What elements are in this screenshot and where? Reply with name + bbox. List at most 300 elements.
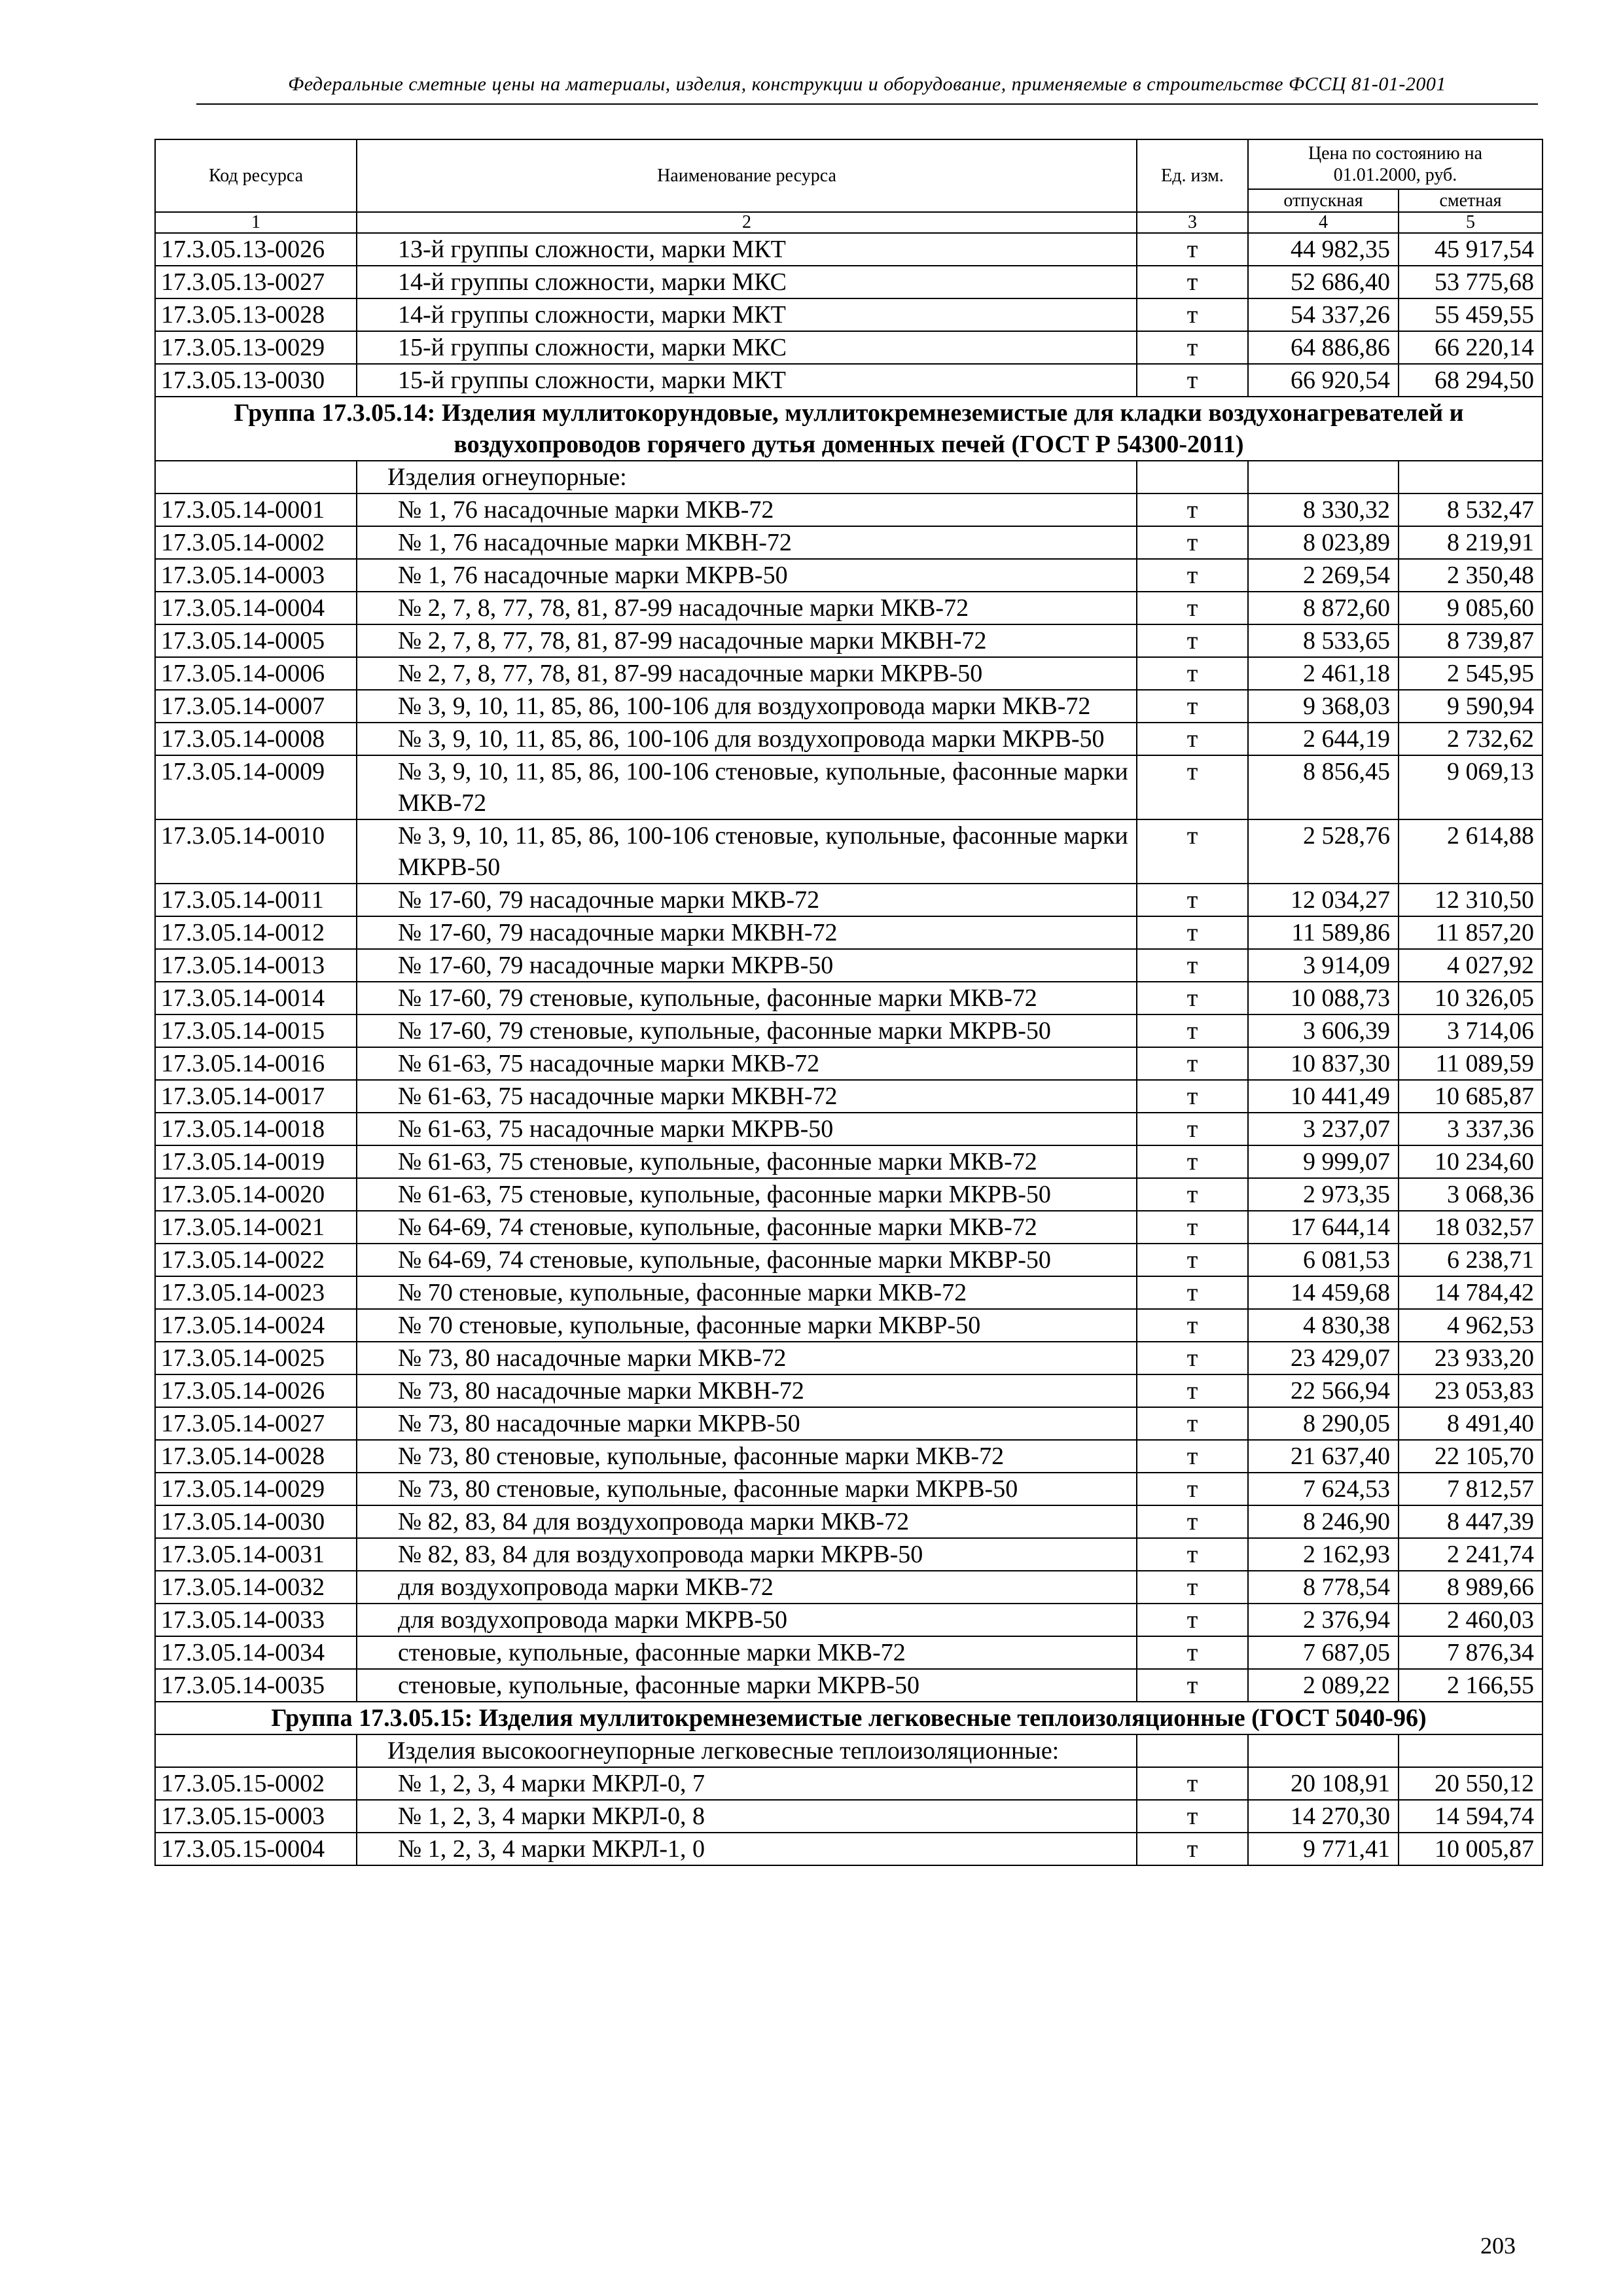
unit: т — [1137, 1276, 1248, 1309]
table-row — [155, 1604, 1543, 1636]
resource-name-cell — [357, 1047, 1137, 1080]
release-price: 2 376,94 — [1248, 1604, 1399, 1636]
table-row — [155, 949, 1543, 982]
table-row — [155, 819, 1543, 884]
resource-name-cell — [357, 364, 1137, 397]
resource-name: 14-й группы сложности, марки МКС — [398, 268, 787, 296]
unit: т — [1137, 1800, 1248, 1833]
release-price: 52 686,40 — [1248, 266, 1399, 298]
unit: т — [1137, 819, 1248, 884]
estimate-price: 8 491,40 — [1399, 1407, 1543, 1440]
release-price: 8 330,32 — [1248, 493, 1399, 526]
estimate-price: 2 545,95 — [1399, 657, 1543, 690]
group-heading-row — [155, 397, 1543, 461]
resource-name-cell — [357, 949, 1137, 982]
resource-code: 17.3.05.14-0008 — [155, 723, 357, 755]
resource-code: 17.3.05.14-0032 — [155, 1571, 357, 1604]
resource-name-cell — [357, 1374, 1137, 1407]
table-row — [155, 1276, 1543, 1309]
estimate-price: 23 933,20 — [1399, 1342, 1543, 1374]
release-price: 64 886,86 — [1248, 331, 1399, 364]
release-price: 9 771,41 — [1248, 1833, 1399, 1865]
unit: т — [1137, 1145, 1248, 1178]
resource-name-cell — [357, 526, 1137, 559]
resource-name-cell — [357, 592, 1137, 624]
table-row — [155, 624, 1543, 657]
column-number: 2 — [357, 212, 1137, 233]
resource-code: 17.3.05.13-0029 — [155, 331, 357, 364]
subheading-cell — [1248, 461, 1399, 493]
unit: т — [1137, 949, 1248, 982]
resource-name-cell — [357, 233, 1137, 266]
unit: т — [1137, 1538, 1248, 1571]
unit: т — [1137, 1636, 1248, 1669]
column-number: 1 — [155, 212, 357, 233]
resource-name: № 3, 9, 10, 11, 85, 86, 100-106 стеновые, купольные, фасонные марки МКВ-72 — [398, 758, 1128, 817]
unit: т — [1137, 298, 1248, 331]
release-price: 6 081,53 — [1248, 1244, 1399, 1276]
resource-code: 17.3.05.13-0026 — [155, 233, 357, 266]
page-number: 203 — [1480, 2233, 1516, 2259]
resource-name-cell — [357, 1473, 1137, 1505]
estimate-price: 2 166,55 — [1399, 1669, 1543, 1702]
release-price: 8 872,60 — [1248, 592, 1399, 624]
resource-name: № 1, 2, 3, 4 марки МКРЛ-0, 8 — [398, 1803, 705, 1830]
release-price: 10 088,73 — [1248, 982, 1399, 1014]
release-price: 10 441,49 — [1248, 1080, 1399, 1113]
unit: т — [1137, 1244, 1248, 1276]
estimate-price: 8 989,66 — [1399, 1571, 1543, 1604]
subheading-cell — [357, 1734, 1137, 1767]
resource-name-cell — [357, 493, 1137, 526]
unit: т — [1137, 982, 1248, 1014]
resource-code: 17.3.05.15-0002 — [155, 1767, 357, 1800]
estimate-price: 20 550,12 — [1399, 1767, 1543, 1800]
resource-code: 17.3.05.14-0031 — [155, 1538, 357, 1571]
resource-name-cell — [357, 916, 1137, 949]
header-release: отпускная — [1248, 189, 1399, 212]
resource-code: 17.3.05.14-0015 — [155, 1014, 357, 1047]
resource-name-cell — [357, 1407, 1137, 1440]
unit: т — [1137, 1047, 1248, 1080]
unit: т — [1137, 755, 1248, 819]
unit: т — [1137, 1374, 1248, 1407]
resource-name: № 17-60, 79 стеновые, купольные, фасонные марки МКВ-72 — [398, 984, 1037, 1012]
release-price: 2 644,19 — [1248, 723, 1399, 755]
resource-name: для воздухопровода марки МКРВ-50 — [398, 1606, 788, 1634]
release-price: 2 089,22 — [1248, 1669, 1399, 1702]
release-price: 8 533,65 — [1248, 624, 1399, 657]
unit: т — [1137, 1178, 1248, 1211]
column-number: 5 — [1399, 212, 1543, 233]
estimate-price: 9 069,13 — [1399, 755, 1543, 819]
resource-code: 17.3.05.14-0017 — [155, 1080, 357, 1113]
unit: т — [1137, 1767, 1248, 1800]
resource-name: № 1, 2, 3, 4 марки МКРЛ-0, 7 — [398, 1770, 705, 1797]
column-number: 4 — [1248, 212, 1399, 233]
resource-name: № 61-63, 75 стеновые, купольные, фасонные марки МКРВ-50 — [398, 1181, 1051, 1208]
column-numbers-row — [155, 212, 1543, 233]
resource-code: 17.3.05.14-0018 — [155, 1113, 357, 1145]
unit: т — [1137, 690, 1248, 723]
estimate-price: 10 005,87 — [1399, 1833, 1543, 1865]
table-row — [155, 1538, 1543, 1571]
table-row — [155, 1211, 1543, 1244]
resource-code: 17.3.05.14-0009 — [155, 755, 357, 819]
resource-name-cell — [357, 1342, 1137, 1374]
release-price: 14 270,30 — [1248, 1800, 1399, 1833]
resource-name: № 1, 76 насадочные марки МКВ-72 — [398, 496, 774, 524]
table-row — [155, 723, 1543, 755]
release-price: 3 606,39 — [1248, 1014, 1399, 1047]
unit: т — [1137, 526, 1248, 559]
resource-name: № 73, 80 насадочные марки МКВН-72 — [398, 1377, 804, 1405]
resource-name-cell — [357, 1767, 1137, 1800]
table-row — [155, 1440, 1543, 1473]
estimate-price: 2 732,62 — [1399, 723, 1543, 755]
resource-code: 17.3.05.14-0012 — [155, 916, 357, 949]
estimate-price: 11 857,20 — [1399, 916, 1543, 949]
resource-name-cell — [357, 690, 1137, 723]
header-rule — [196, 103, 1538, 105]
table-row — [155, 233, 1543, 266]
table-row — [155, 982, 1543, 1014]
table-row — [155, 1047, 1543, 1080]
resource-name: № 2, 7, 8, 77, 78, 81, 87-99 насадочные марки МКВН-72 — [398, 627, 987, 655]
estimate-price: 4 027,92 — [1399, 949, 1543, 982]
table-row — [155, 916, 1543, 949]
resource-name: № 1, 2, 3, 4 марки МКРЛ-1, 0 — [398, 1835, 705, 1863]
unit: т — [1137, 1113, 1248, 1145]
table-row — [155, 1800, 1543, 1833]
resource-code: 17.3.05.14-0035 — [155, 1669, 357, 1702]
release-price: 2 162,93 — [1248, 1538, 1399, 1571]
estimate-price: 23 053,83 — [1399, 1374, 1543, 1407]
estimate-price: 8 532,47 — [1399, 493, 1543, 526]
release-price: 66 920,54 — [1248, 364, 1399, 397]
estimate-price: 53 775,68 — [1399, 266, 1543, 298]
resource-code: 17.3.05.14-0021 — [155, 1211, 357, 1244]
resource-name-cell — [357, 1505, 1137, 1538]
unit: т — [1137, 1571, 1248, 1604]
resource-code: 17.3.05.14-0016 — [155, 1047, 357, 1080]
table-row — [155, 884, 1543, 916]
resource-code: 17.3.05.14-0022 — [155, 1244, 357, 1276]
resource-name: № 70 стеновые, купольные, фасонные марки МКВ-72 — [398, 1279, 967, 1306]
table-row — [155, 1473, 1543, 1505]
release-price: 11 589,86 — [1248, 916, 1399, 949]
resource-code: 17.3.05.14-0005 — [155, 624, 357, 657]
estimate-price: 45 917,54 — [1399, 233, 1543, 266]
header-unit: Ед. изм. — [1137, 139, 1248, 212]
unit: т — [1137, 1669, 1248, 1702]
resource-name: № 82, 83, 84 для воздухопровода марки МКРВ-50 — [398, 1541, 923, 1568]
subheading-text: Изделия высокоогнеупорные легковесные теплоизоляционные: — [387, 1737, 1060, 1765]
resource-name-cell — [357, 624, 1137, 657]
release-price: 2 269,54 — [1248, 559, 1399, 592]
resource-name-cell — [357, 657, 1137, 690]
resource-code: 17.3.05.13-0028 — [155, 298, 357, 331]
unit: т — [1137, 1014, 1248, 1047]
resource-name-cell — [357, 982, 1137, 1014]
table-row — [155, 690, 1543, 723]
resource-code: 17.3.05.14-0030 — [155, 1505, 357, 1538]
resource-name: № 61-63, 75 насадочные марки МКВН-72 — [398, 1083, 838, 1110]
table-row — [155, 1407, 1543, 1440]
resource-name: № 61-63, 75 насадочные марки МКРВ-50 — [398, 1115, 834, 1143]
unit: т — [1137, 266, 1248, 298]
table-row — [155, 1833, 1543, 1865]
resource-name: № 64-69, 74 стеновые, купольные, фасонные марки МКВР-50 — [398, 1246, 1051, 1274]
estimate-price: 22 105,70 — [1399, 1440, 1543, 1473]
resource-name: 14-й группы сложности, марки МКТ — [398, 301, 786, 329]
estimate-price: 10 326,05 — [1399, 982, 1543, 1014]
resource-code: 17.3.05.14-0006 — [155, 657, 357, 690]
resource-name: № 2, 7, 8, 77, 78, 81, 87-99 насадочные марки МКВ-72 — [398, 594, 969, 622]
unit: т — [1137, 1473, 1248, 1505]
release-price: 8 023,89 — [1248, 526, 1399, 559]
resource-code: 17.3.05.14-0025 — [155, 1342, 357, 1374]
resource-name-cell — [357, 1636, 1137, 1669]
unit: т — [1137, 624, 1248, 657]
resource-code: 17.3.05.14-0001 — [155, 493, 357, 526]
release-price: 3 237,07 — [1248, 1113, 1399, 1145]
header-code: Код ресурса — [155, 139, 357, 212]
unit: т — [1137, 1407, 1248, 1440]
resource-name-cell — [357, 1178, 1137, 1211]
unit: т — [1137, 1080, 1248, 1113]
table-row — [155, 1571, 1543, 1604]
resource-name: № 17-60, 79 насадочные марки МКРВ-50 — [398, 952, 834, 979]
resource-name: № 1, 76 насадочные марки МКВН-72 — [398, 529, 792, 556]
estimate-price: 3 337,36 — [1399, 1113, 1543, 1145]
running-header: Федеральные сметные цены на материалы, изделия, конструкции и оборудование, применяемые в строительстве ФССЦ 81-01-2001 — [288, 73, 1446, 95]
resource-name-cell — [357, 1145, 1137, 1178]
resource-name: № 82, 83, 84 для воздухопровода марки МКВ-72 — [398, 1508, 910, 1535]
resource-name: № 61-63, 75 насадочные марки МКВ-72 — [398, 1050, 820, 1077]
release-price: 21 637,40 — [1248, 1440, 1399, 1473]
resource-name-cell — [357, 559, 1137, 592]
release-price: 4 830,38 — [1248, 1309, 1399, 1342]
unit: т — [1137, 916, 1248, 949]
estimate-price: 18 032,57 — [1399, 1211, 1543, 1244]
table-row — [155, 755, 1543, 819]
unit: т — [1137, 592, 1248, 624]
unit: т — [1137, 559, 1248, 592]
release-price: 2 528,76 — [1248, 819, 1399, 884]
table-body — [155, 233, 1543, 1865]
table-row — [155, 1113, 1543, 1145]
unit: т — [1137, 493, 1248, 526]
table-row — [155, 1145, 1543, 1178]
estimate-price: 8 739,87 — [1399, 624, 1543, 657]
subheading-cell — [155, 461, 357, 493]
resource-name-cell — [357, 331, 1137, 364]
table-row — [155, 1080, 1543, 1113]
subheading-cell — [1399, 1734, 1543, 1767]
table-row — [155, 364, 1543, 397]
release-price: 8 856,45 — [1248, 755, 1399, 819]
resource-name: № 3, 9, 10, 11, 85, 86, 100-106 для воздухопровода марки МКРВ-50 — [398, 725, 1105, 753]
unit: т — [1137, 1604, 1248, 1636]
release-price: 44 982,35 — [1248, 233, 1399, 266]
table-row — [155, 1374, 1543, 1407]
estimate-price: 12 310,50 — [1399, 884, 1543, 916]
unit: т — [1137, 1211, 1248, 1244]
resource-code: 17.3.05.15-0004 — [155, 1833, 357, 1865]
resource-name: № 61-63, 75 стеновые, купольные, фасонные марки МКВ-72 — [398, 1148, 1037, 1175]
subheading-cell — [1137, 461, 1248, 493]
subheading-row — [155, 1734, 1543, 1767]
release-price: 2 973,35 — [1248, 1178, 1399, 1211]
table-row — [155, 526, 1543, 559]
unit: т — [1137, 884, 1248, 916]
release-price: 3 914,09 — [1248, 949, 1399, 982]
estimate-price: 8 219,91 — [1399, 526, 1543, 559]
release-price: 8 778,54 — [1248, 1571, 1399, 1604]
table-row — [155, 1505, 1543, 1538]
resource-name-cell — [357, 1080, 1137, 1113]
resource-name-cell — [357, 1276, 1137, 1309]
subheading-text: Изделия огнеупорные: — [387, 463, 627, 491]
resource-name-cell — [357, 1211, 1137, 1244]
estimate-price: 66 220,14 — [1399, 331, 1543, 364]
resource-name-cell — [357, 298, 1137, 331]
release-price: 22 566,94 — [1248, 1374, 1399, 1407]
resource-name-cell — [357, 1244, 1137, 1276]
resource-name-cell — [357, 723, 1137, 755]
unit: т — [1137, 657, 1248, 690]
resource-code: 17.3.05.14-0013 — [155, 949, 357, 982]
estimate-price: 9 085,60 — [1399, 592, 1543, 624]
table-row — [155, 298, 1543, 331]
release-price: 12 034,27 — [1248, 884, 1399, 916]
resource-name: № 17-60, 79 насадочные марки МКВ-72 — [398, 886, 820, 914]
unit: т — [1137, 1440, 1248, 1473]
resource-name: № 1, 76 насадочные марки МКРВ-50 — [398, 562, 788, 589]
resource-name-cell — [357, 1309, 1137, 1342]
estimate-price: 2 614,88 — [1399, 819, 1543, 884]
resource-name-cell — [357, 1833, 1137, 1865]
unit: т — [1137, 1309, 1248, 1342]
release-price: 8 246,90 — [1248, 1505, 1399, 1538]
table-row — [155, 1014, 1543, 1047]
resource-code: 17.3.05.14-0019 — [155, 1145, 357, 1178]
header-price: Цена по состоянию на 01.01.2000, руб. — [1248, 139, 1543, 189]
unit: т — [1137, 723, 1248, 755]
release-price: 9 368,03 — [1248, 690, 1399, 723]
resource-code: 17.3.05.14-0002 — [155, 526, 357, 559]
estimate-price: 3 068,36 — [1399, 1178, 1543, 1211]
header-estimate: сметная — [1399, 189, 1543, 212]
resource-code: 17.3.05.14-0026 — [155, 1374, 357, 1407]
resource-code: 17.3.05.15-0003 — [155, 1800, 357, 1833]
release-price: 7 687,05 — [1248, 1636, 1399, 1669]
resource-code: 17.3.05.14-0014 — [155, 982, 357, 1014]
estimate-price: 11 089,59 — [1399, 1047, 1543, 1080]
resource-code: 17.3.05.14-0024 — [155, 1309, 357, 1342]
release-price: 7 624,53 — [1248, 1473, 1399, 1505]
estimate-price: 55 459,55 — [1399, 298, 1543, 331]
resource-code: 17.3.05.14-0033 — [155, 1604, 357, 1636]
estimate-price: 3 714,06 — [1399, 1014, 1543, 1047]
subheading-cell — [1137, 1734, 1248, 1767]
estimate-price: 8 447,39 — [1399, 1505, 1543, 1538]
resource-code: 17.3.05.14-0029 — [155, 1473, 357, 1505]
table-row — [155, 493, 1543, 526]
resource-name-cell — [357, 1113, 1137, 1145]
subheading-cell — [155, 1734, 357, 1767]
resource-name-cell — [357, 1800, 1137, 1833]
release-price: 14 459,68 — [1248, 1276, 1399, 1309]
resource-code: 17.3.05.14-0034 — [155, 1636, 357, 1669]
resource-name: стеновые, купольные, фасонные марки МКВ-72 — [398, 1639, 906, 1666]
group-heading-row — [155, 1702, 1543, 1734]
release-price: 23 429,07 — [1248, 1342, 1399, 1374]
release-price: 9 999,07 — [1248, 1145, 1399, 1178]
resource-name-cell — [357, 819, 1137, 884]
estimate-price: 2 460,03 — [1399, 1604, 1543, 1636]
release-price: 17 644,14 — [1248, 1211, 1399, 1244]
table-row — [155, 592, 1543, 624]
estimate-price: 7 876,34 — [1399, 1636, 1543, 1669]
table-row — [155, 1767, 1543, 1800]
resource-name: № 17-60, 79 насадочные марки МКВН-72 — [398, 919, 838, 946]
resource-name: 13-й группы сложности, марки МКТ — [398, 236, 786, 263]
resource-name-cell — [357, 755, 1137, 819]
unit: т — [1137, 1833, 1248, 1865]
resource-name: стеновые, купольные, фасонные марки МКРВ-50 — [398, 1672, 919, 1699]
resource-name-cell — [357, 1440, 1137, 1473]
resource-code: 17.3.05.14-0007 — [155, 690, 357, 723]
release-price: 54 337,26 — [1248, 298, 1399, 331]
resource-name: № 73, 80 стеновые, купольные, фасонные марки МКВ-72 — [398, 1443, 1005, 1470]
table-row — [155, 1244, 1543, 1276]
estimate-price: 9 590,94 — [1399, 690, 1543, 723]
resource-name-cell — [357, 1538, 1137, 1571]
resource-code: 17.3.05.14-0010 — [155, 819, 357, 884]
release-price: 8 290,05 — [1248, 1407, 1399, 1440]
unit: т — [1137, 331, 1248, 364]
release-price: 10 837,30 — [1248, 1047, 1399, 1080]
group-heading: Группа 17.3.05.15: Изделия муллитокремнеземистые легковесные теплоизоляционные (ГОСТ 5040-96) — [155, 1702, 1543, 1734]
resource-name: 15-й группы сложности, марки МКС — [398, 334, 787, 361]
resource-name: № 3, 9, 10, 11, 85, 86, 100-106 стеновые, купольные, фасонные марки МКРВ-50 — [398, 822, 1128, 881]
estimate-price: 14 594,74 — [1399, 1800, 1543, 1833]
resource-code: 17.3.05.14-0003 — [155, 559, 357, 592]
group-heading: Группа 17.3.05.14: Изделия муллитокорундовые, муллитокремнеземистые для кладки воздухонагревателей и воздухопроводов горячего дутья доменных печей (ГОСТ Р 54300-2011) — [155, 397, 1543, 461]
table-row — [155, 559, 1543, 592]
resource-name-cell — [357, 884, 1137, 916]
unit: т — [1137, 1505, 1248, 1538]
resource-name: № 17-60, 79 стеновые, купольные, фасонные марки МКРВ-50 — [398, 1017, 1051, 1045]
resource-name: № 73, 80 насадочные марки МКРВ-50 — [398, 1410, 800, 1437]
unit: т — [1137, 233, 1248, 266]
resource-name: № 73, 80 стеновые, купольные, фасонные марки МКРВ-50 — [398, 1475, 1018, 1503]
table-header — [155, 139, 1543, 233]
table-row — [155, 331, 1543, 364]
estimate-price: 6 238,71 — [1399, 1244, 1543, 1276]
resource-code: 17.3.05.14-0027 — [155, 1407, 357, 1440]
estimate-price: 68 294,50 — [1399, 364, 1543, 397]
subheading-cell — [357, 461, 1137, 493]
estimate-price: 14 784,42 — [1399, 1276, 1543, 1309]
unit: т — [1137, 364, 1248, 397]
resource-name-cell — [357, 1669, 1137, 1702]
resource-code: 17.3.05.13-0027 — [155, 266, 357, 298]
estimate-price: 4 962,53 — [1399, 1309, 1543, 1342]
subheading-row — [155, 461, 1543, 493]
